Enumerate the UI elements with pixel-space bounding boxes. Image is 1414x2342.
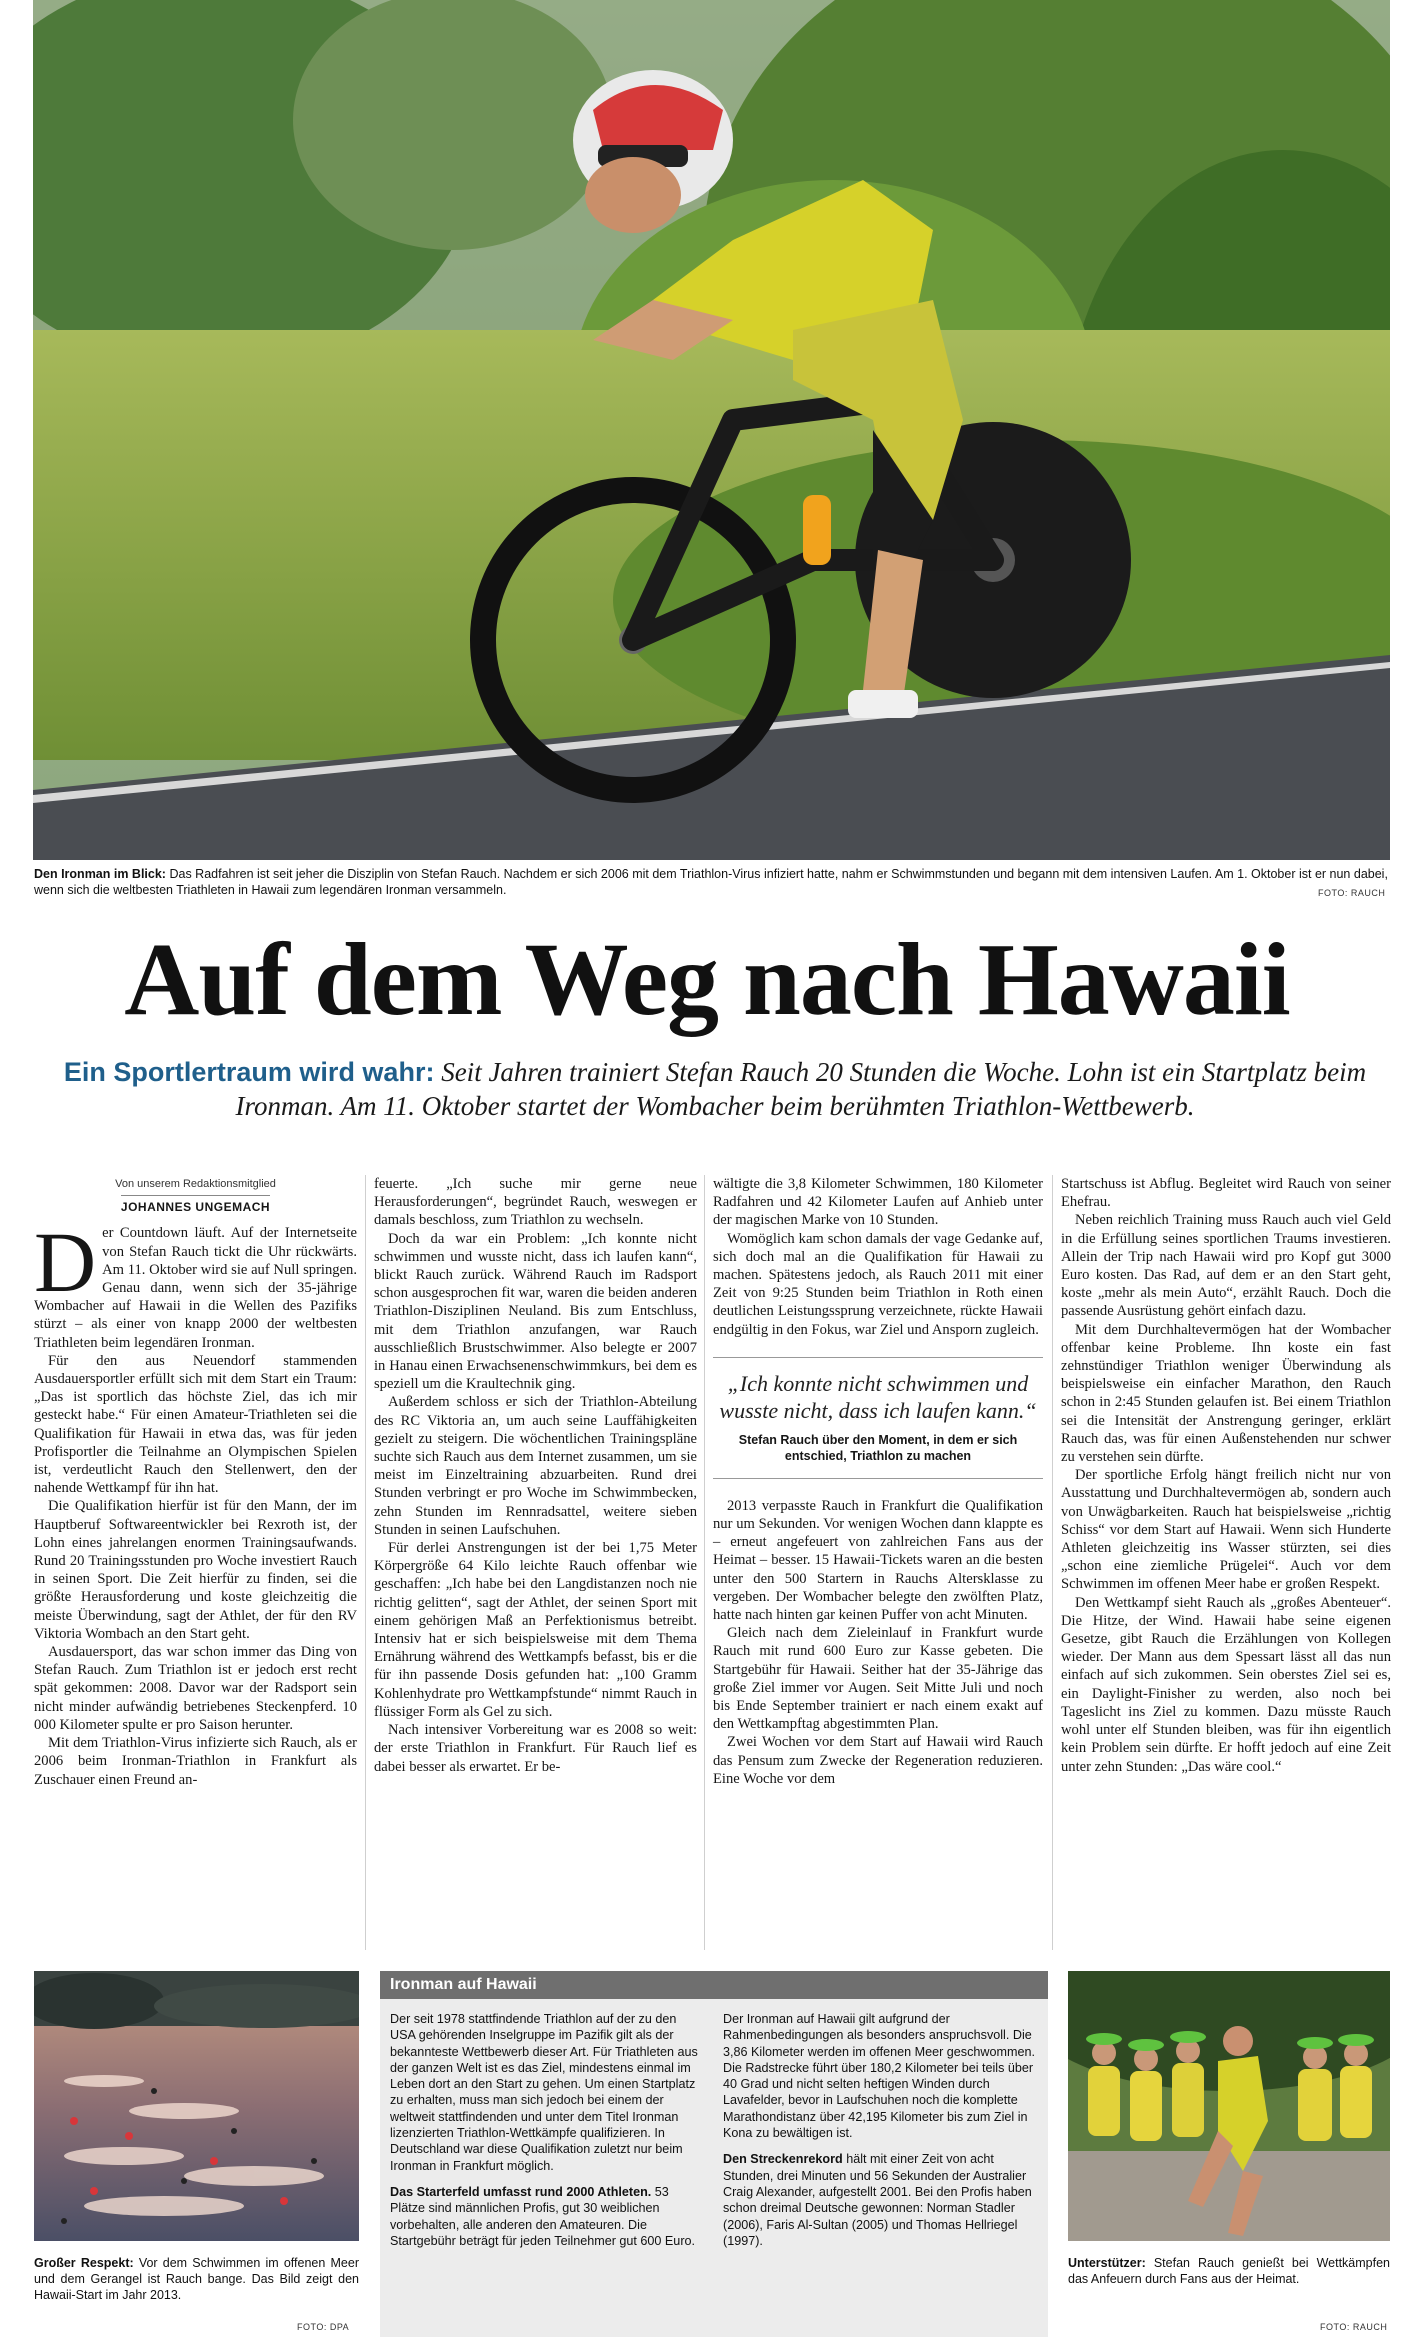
paragraph: Startschuss ist Abflug. Begleitet wird Rauch von seiner Ehefrau. (1061, 1176, 1391, 1211)
dropcap: D (34, 1214, 97, 1311)
article-column-2 (374, 1175, 697, 1776)
paragraph: Für den aus Neuendorf stammenden Ausdauersportler erfüllt sich mit dem Start ein Traum: „Das ist sportlich das höchste Ziel, das ich mir gesteckt habe.“ Für einen Amateur-Triathleten sei die Qualifikation für Hawaii in etwa das, was für jeden Profisportler die Teilnahme an Olympischen Spielen ist, verdeutlicht Rauch den Stellenwert, den der nahende Wettkampf für ihn hat. (34, 1352, 357, 1497)
author-name: JOHANNES UNGEMACH (121, 1195, 270, 1216)
caption-lead: Großer Respekt: (34, 2256, 134, 2270)
paragraph: Mit dem Durchhaltevermögen hat der Wombacher offenbar keine Probleme. Ihn koste ein fast zehnstündiger Triathlon weniger Überwindung als beispielsweise ein einfacher Marathon, den Rauch schon in 2:45 Stunden gelaufen ist. Bei einem Triathlon sei die Intensität der Anstrengung geringer, erklärt Rauch das, was für einen Außenstehenden nur schwer zu verstehen sein dürfte. (1061, 1321, 1391, 1466)
paragraph: Außerdem schloss er sich der Triathlon-Abteilung des RC Viktoria an, um auch seine Lauffähigkeiten gezielt zu steigern. Die wöchentlichen Trainingspläne suchte sich Rauch aus dem Internet zusammen, um sie meist im Einzeltraining abzuarbeiten. Rund drei Stunden verbringt er pro Woche im Schwimmbecken, zehn Stunden im Rennradsattel, weitere sieben Stunden in seinen Laufschuhen. (374, 1394, 697, 1538)
info-paragraph: Der seit 1978 stattfindende Triathlon auf der zu den USA gehörenden Inselgruppe im Pazifik gilt als der bekannteste Wettbewerb dieser Art. Für Triathleten aus der ganzen Welt ist es das Ziel, mindestens einmal im Leben dort an den Start zu gehen. Um einen Startplatz zu erhalten, muss man sich jedoch bei einem der weltweit stattfindenden und unter dem Titel Ironman lizenzierten Triathlon-Wettkämpfe qualifizieren. In Deutschland war diese Qualifikation zuletzt nur beim Ironman in Frankfurt möglich. (390, 2012, 698, 2173)
deck (50, 1055, 1380, 1123)
photo-credit: FOTO: DPA (297, 2322, 350, 2332)
right-photo-caption (1068, 2255, 1390, 2287)
byline (34, 1175, 357, 1216)
info-box-body (390, 2011, 1038, 2254)
paragraph: Womöglich kam schon damals der vage Gedanke auf, sich doch mal an die Qualifikation für Hawaii zu machen. Spätestens jedoch, als Rauch 2011 mit einer Zeit von 9:25 Stunden beim Triathlon in Roth einen deutlichen Leistungssprung verzeichnete, rückte Hawaii endgültig in den Fokus, war Ziel und Ansporn zugleich. (713, 1230, 1043, 1338)
column-divider (704, 1175, 705, 1950)
paragraph: Für derlei Anstrengungen ist der bei 1,75 Meter Körpergröße 64 Kilo leichte Rauch offenbar wie geschaffen: „Ich habe bei den Langdistanzen noch nie richtig gelitten“, sagt der Athlet, der seinen Sport mit einem gehörigen Maß an Perfektionismus betreibt. Intensiv hat er sich beispielsweise mit dem Thema Ernährung während des Wettkampfs befasst, bis er die für ihn passende Dosis gefunden hat: „100 Gramm Kohlenhydrate pro Wettkampfstunde“ nimmt Rauch in flüssiger Form als Gel zu sich. (374, 1540, 697, 1720)
paragraph: 2013 verpasste Rauch in Frankfurt die Qualifikation nur um Sekunden. Vor wenigen Wochen dann klappte es – erneut angefeuert von zahlreichen Fans aus der Heimat – besser. 15 Hawaii-Tickets waren an die besten unter den 500 Startern in Rauchs Altersklasse zu vergeben. Der Wombacher belegte den zwölften Platz, hatte nach hinten gar keinen Puffer von acht Minuten. (713, 1497, 1043, 1624)
deck-text: Seit Jahren trainiert Stefan Rauch 20 Stunden die Woche. Lohn ist ein Startplatz beim Ironman. Am 11. Oktober startet der Wombacher beim berühmten Triathlon-Wettbewerb. (235, 1057, 1367, 1121)
paragraph: wältigte die 3,8 Kilometer Schwimmen, 180 Kilometer Radfahren und 42 Kilometer Laufen auf Anhieb unter der magischen Marke von 10 Stunden. (713, 1176, 1043, 1229)
caption-text: Stefan Rauch genießt bei Wettkämpfen das Anfeuern durch Fans aus der Heimat. (1068, 2256, 1390, 2286)
info-paragraph: Das Starterfeld umfasst rund 2000 Athleten. 53 Plätze sind männlichen Profis, gut 30 weiblichen vorbehalten, alle anderen den Amateuren. Die Startgebühr beträgt für jeden Teilnehmer gut 600 Euro. Der Ironman auf Hawaii gilt aufgrund der Rahmenbedingungen als besonders anspruchsvoll. Die 3,86 Kilometer werden im offenen Meer geschwommen. Die Radstrecke führt über 180,2 Kilometer bei teils über 40 Grad und nicht selten heftigen Winden durch Lavafelder, bevor in Laufschuhen noch die komplette Marathondistanz über 42,195 Kilometer bis zum Ziel in Kona zu bewältigen ist. (390, 2012, 1035, 2248)
photo-credit: FOTO: RAUCH (1320, 2322, 1388, 2332)
paragraph: Doch da war ein Problem: „Ich konnte nicht schwimmen und wusste nicht, dass ich laufen kann“, blickt Rauch zurück. Während Rauch im Radsport schon ausgesprochen fit war, waren die beiden anderen Triathlon-Disziplinen Neuland. Bis zum Entschluss, mit dem Triathlon anzufangen, war Rauch ausschließlich Brustschwimmer. Also belegte er 2007 in Hanau einen Erwachsenenschwimmkurs, bei dem es speziell um die Kraultechnik ging. (374, 1230, 697, 1393)
swim-start-illustration (34, 1971, 359, 2241)
pull-quote (713, 1357, 1043, 1479)
paragraph: Neben reichlich Training muss Rauch auch viel Geld in die Erfüllung seines sportlichen Traums investieren. Allein der Trip nach Hawaii wird pro Kopf gut 3000 Euro kosten. Das Rad, auf dem er an den Start geht, koste „mehr als mein Auto“, erzählt Rauch. Doch die passende Ausrüstung gehört einfach dazu. (1061, 1212, 1391, 1320)
paragraph: Den Wettkampf sieht Rauch als „großes Abenteuer“. Die Hitze, der Wind. Hawaii habe seine eigenen Gesetze, gibt Rauch die Erzählungen von Kollegen wieder. Der Mann aus dem Spessart lässt all das nun einfach auf sich zukommen. Sein oberstes Ziel sei es, ein Daylight-Finisher zu werden, also noch bei Tageslicht ins Ziel zu kommen. Dazu müsste Rauch wohl unter elf Stunden bleiben, was für ihn eigentlich kein Problem sein dürfte. Er hofft jedoch auf eine Zeit unter zehn Stunden: „Das wäre cool.“ (1061, 1594, 1391, 1775)
column-divider (365, 1175, 366, 1950)
supporters-illustration (1068, 1971, 1390, 2241)
top-photo-caption (34, 866, 1390, 898)
main-photo-cyclist (33, 0, 1390, 860)
deck-kicker: Ein Sportlertraum wird wahr: (63, 1057, 435, 1087)
paragraph: Nach intensiver Vorbereitung war es 2008 so weit: der erste Triathlon in Frankfurt. Für Rauch lief es dabei besser als erwartet. Er be- (374, 1722, 697, 1775)
paragraph: Gleich nach dem Zieleinlauf in Frankfurt wurde Rauch mit rund 600 Euro zur Kasse gebeten. Die Startgebühr für Hawaii. Seither hat der 35-Jährige das große Ziel immer vor Augen. Seit Mitte Juli und noch bis Ende September trainiert er nach einem exakt auf den Wettkampftag abgestimmten Plan. (713, 1625, 1043, 1733)
paragraph: Zwei Wochen vor dem Start auf Hawaii wird Rauch das Pensum zum Zwecke der Regeneration reduzieren. Eine Woche vor dem (713, 1734, 1043, 1787)
paragraph: Der Countdown läuft. Auf der Internetseite von Stefan Rauch tickt die Uhr rückwärts. Am 11. Oktober wird sie auf Null springen. Genau dann, wenn sich der 35-jährige Wombacher auf Hawaii in die Wellen des Pazifiks stürzt – als einer von knapp 2000 der weltbesten Triathleten beim legendären Ironman. (34, 1214, 357, 1351)
info-box (380, 1971, 1048, 2337)
info-box-title: Ironman auf Hawaii (380, 1971, 1048, 1999)
left-photo-caption (34, 2255, 359, 2303)
page-title: Auf dem Weg nach Hawaii (124, 922, 1290, 1037)
caption-lead: Den Ironman im Blick: (34, 867, 166, 881)
info-paragraph: Den Streckenrekord hält mit einer Zeit von acht Stunden, drei Minuten und 56 Sekunden der Australier Craig Alexander, aufgestellt 2001. Bei den Profis haben schon dreimal Deutsche gewonnen: Norman Stadler (2006), Faris Al-Sultan (2005) und Thomas Hellriegel (1997). (723, 2152, 1032, 2248)
photo-credit: FOTO: RAUCH (1318, 888, 1386, 898)
photo-supporters (1068, 1971, 1390, 2241)
paragraph: Ausdauersport, das war schon immer das Ding von Stefan Rauch. Zum Triathlon ist er jedoch erst recht spät gekommen: 2008. Davor war der Radsport sein nicht minder aufwändig betriebenes Steckenpferd. 10 000 Kilometer spulte er pro Saison herunter. (34, 1644, 357, 1733)
pull-quote-text: „Ich konnte nicht schwimmen und wusste nicht, dass ich laufen kann.“ (719, 1370, 1037, 1423)
paragraph: Der sportliche Erfolg hängt freilich nicht nur von Ausstattung und Durchhaltevermögen ab, sondern auch von Unwägbarkeiten. Rauch hat beispielsweise „richtig Schiss“ vor dem Start auf Hawaii. Wenn sich Hunderte Athleten gleichzeitig ins Wasser stürzten, sei dies „schon eine ziemliche Prügelei“. Auch vor dem Schwimmen im offenen Meer habe er großen Respekt. (1061, 1467, 1391, 1593)
article-column-3 (713, 1175, 1043, 1788)
caption-lead: Unterstützer: (1068, 2256, 1146, 2270)
caption-text: Das Radfahren ist seit jeher die Disziplin von Stefan Rauch. Nachdem er sich 2006 mit dem Triathlon-Virus infiziert hatte, nahm er Schwimmstunden und begann mit dem intensiven Laufen. Am 1. Oktober ist er nun dabei, wenn sich die weltbesten Triathleten in Hawaii zum legendären Ironman versammeln. (34, 867, 1388, 897)
article-column-1 (34, 1175, 357, 1789)
cyclist-illustration (33, 0, 1390, 860)
article-column-4 (1061, 1175, 1391, 1776)
pull-quote-source: Stefan Rauch über den Moment, in dem er sich entschied, Triathlon zu machen (738, 1432, 1018, 1463)
paragraph: Mit dem Triathlon-Virus infizierte sich Rauch, als er 2006 beim Ironman-Triathlon in Frankfurt als Zuschauer einen Freund an- (34, 1735, 357, 1788)
byline-prefix: Von unserem Redaktionsmitglied (115, 1178, 276, 1190)
column-divider (1052, 1175, 1053, 1950)
photo-swim-start (34, 1971, 359, 2241)
paragraph: Die Qualifikation hierfür ist für den Mann, der im Hauptberuf Softwareentwickler bei Rexroth ist, der Lohn eines jahrelangen enormen Trainingsaufwands. Rund 20 Trainingsstunden pro Woche investiert Rauch in seinen Sport. Die Zeit hierfür zu finden, sei die größte Herausforderung und koste gleichzeitig die meiste Überwindung, sagt der Athlet, der für den RV Viktoria Wombach an den Start geht. (34, 1498, 357, 1642)
paragraph: feuerte. „Ich suche mir gerne neue Herausforderungen“, begründet Rauch, weswegen er damals beschloss, zum Triathlon zu wechseln. (374, 1176, 697, 1229)
caption-text: Vor dem Schwimmen im offenen Meer und dem Gerangel ist Rauch bange. Das Bild zeigt den Hawaii-Start im Jahr 2013. (34, 2256, 359, 2302)
